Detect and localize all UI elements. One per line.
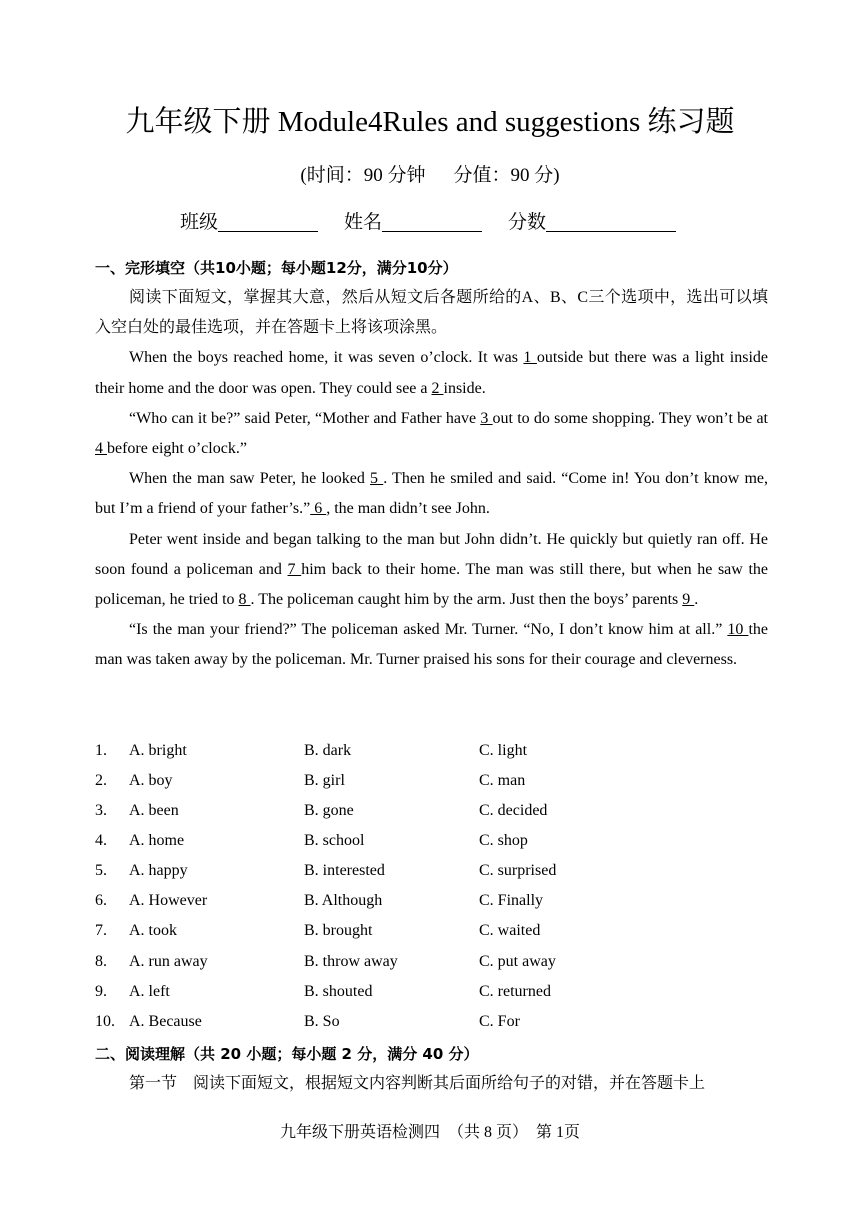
student-info-line — [180, 207, 676, 239]
question-row: 9. A. left B. shouted C. returned — [95, 977, 768, 1007]
blank-8: 8 — [238, 591, 251, 609]
section2-heading: 二、阅读理解（共 20 小题；每小题 2 分，满分 40 分） — [95, 1045, 479, 1063]
blank-9: 9 — [682, 591, 695, 609]
option-c: C. surprised — [479, 862, 557, 879]
exam-subtitle — [0, 160, 860, 192]
option-a: A. bright — [129, 742, 187, 759]
section1-heading: 一、完形填空（共10小题；每小题12分，满分10分） — [95, 259, 458, 277]
passage-paragraph: When the boys reached home, it was seven o’clock. It was 1 outside but there was a light inside their home and the door was open. They could see a 2 inside. — [95, 349, 768, 397]
option-a: A. run away — [129, 953, 208, 970]
option-a: A. left — [129, 983, 170, 1000]
passage-paragraph: Peter went inside and began talking to the man but John didn’t. He quickly but quietly ran off. He soon found a policeman and 7 him back to their home. The man was still there, but when he saw the policeman, he tried to 8 . The policeman caught him by the arm. Just then the boys’ parents 9 . — [95, 530, 769, 609]
blank-1: 1 — [523, 349, 537, 367]
option-c: C. waited — [479, 922, 541, 939]
passage-paragraph: When the man saw Peter, he looked 5 . Then he smiled and said. “Come in! You don’t know me, but I’m a friend of your father’s.” 6 , the man didn’t see John. — [95, 470, 768, 518]
option-a: A. happy — [129, 862, 188, 879]
option-c: C. light — [479, 742, 528, 759]
option-c: C. returned — [479, 983, 551, 1000]
page-title: 九年级下册 Module4Rules and suggestions 练习题 — [125, 106, 735, 138]
class-blank — [218, 209, 318, 232]
option-b: B. girl — [304, 772, 345, 789]
option-b: B. gone — [304, 802, 354, 819]
blank-3: 3 — [480, 409, 493, 427]
total-score: 分值：90 分) — [453, 165, 560, 186]
option-b: B. Although — [304, 892, 383, 909]
option-a: A. However — [129, 892, 208, 909]
blank-2: 2 — [431, 379, 444, 397]
passage-paragraph: “Is the man your friend?” The policeman asked Mr. Turner. “No, I don’t know him at all.” 10 the man was taken away by the policeman. Mr. Turner praised his sons for their courage and cleverness. — [95, 621, 768, 669]
score-blank — [546, 209, 676, 232]
question-row: 4. A. home B. school C. shop — [95, 826, 768, 856]
option-a: A. took — [129, 922, 177, 939]
question-row: 8. A. run away B. throw away C. put away — [95, 947, 768, 977]
page-footer: 九年级下册英语检测四 （共 8 页） 第 1页 — [279, 1124, 580, 1141]
section2-part1-instruction: 第一节 阅读下面短文，根据短文内容判断其后面所给句子的对错，并在答题卡上 — [129, 1075, 706, 1092]
option-a: A. Because — [129, 1013, 202, 1030]
blank-4: 4 — [95, 440, 107, 458]
question-row: 6. A. However B. Although C. Finally — [95, 886, 768, 916]
blank-10: 10 — [727, 621, 749, 639]
option-c: C. decided — [479, 802, 548, 819]
question-row: 5. A. happy B. interested C. surprised — [95, 856, 768, 886]
question-row: 10. A. Because B. So C. For — [95, 1007, 768, 1037]
option-a: A. been — [129, 802, 179, 819]
option-b: B. So — [304, 1013, 340, 1030]
name-label: 姓名 — [344, 212, 383, 233]
option-b: B. school — [304, 832, 365, 849]
option-c: C. man — [479, 772, 526, 789]
blank-5: 5 — [370, 470, 384, 488]
section1-content — [95, 283, 768, 676]
time-limit: (时间：90 分钟 — [300, 165, 426, 186]
class-label: 班级 — [180, 212, 219, 233]
question-row: 3. A. been B. gone C. decided — [95, 796, 768, 826]
question-row: 2. A. boy B. girl C. man — [95, 766, 768, 796]
option-a: A. boy — [129, 772, 173, 789]
question-row: 7. A. took B. brought C. waited — [95, 916, 768, 946]
score-label: 分数 — [508, 212, 547, 233]
option-c: C. put away — [479, 953, 556, 970]
option-b: B. interested — [304, 862, 385, 879]
option-b: B. brought — [304, 922, 373, 939]
blank-7: 7 — [287, 560, 302, 578]
option-c: C. Finally — [479, 892, 544, 909]
option-a: A. home — [129, 832, 185, 849]
option-b: B. dark — [304, 742, 352, 759]
option-c: C. shop — [479, 832, 528, 849]
passage-paragraph: “Who can it be?” said Peter, “Mother and Father have 3 out to do some shopping. They won’t be at 4 before eight o’clock.” — [95, 409, 769, 458]
option-b: B. throw away — [304, 953, 398, 970]
option-c: C. For — [479, 1013, 520, 1030]
question-row: 1. A. bright B. dark C. light — [95, 736, 768, 766]
section1-instruction: 阅读下面短文，掌握其大意，然后从短文后各题所给的A、B、C三个选项中，选出可以填入空白处的最佳选项，并在答题卡上将该项涂黑。 — [95, 289, 768, 337]
name-blank — [382, 209, 482, 232]
section2-content — [95, 1069, 768, 1099]
blank-6: 6 — [310, 500, 327, 518]
option-b: B. shouted — [304, 983, 373, 1000]
